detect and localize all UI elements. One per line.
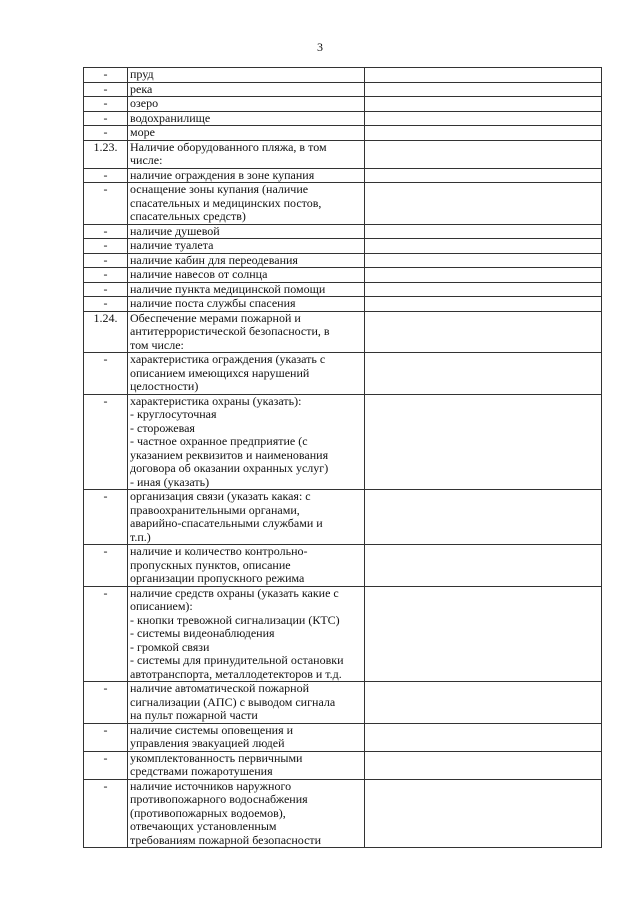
table-row [84,111,602,126]
table-row [84,97,602,112]
row-number: - [84,97,128,112]
page-number: 3 [317,40,323,54]
row-description: характеристика ограждения (указать с описанием имеющихся нарушений целостности) [128,353,365,395]
table-row [84,268,602,283]
row-value-cell[interactable] [365,183,602,225]
row-description: водохранилище [128,111,365,126]
row-number: - [84,751,128,779]
row-value-cell[interactable] [365,311,602,353]
row-number: 1.24. [84,311,128,353]
row-number: - [84,586,128,682]
row-number: - [84,82,128,97]
row-number: - [84,545,128,587]
row-number: - [84,268,128,283]
row-value-cell[interactable] [365,140,602,168]
row-number: - [84,353,128,395]
table-row [84,586,602,682]
row-description: наличие автоматической пожарной сигнализации (АПС) с выводом сигнала на пульт пожарной части [128,682,365,724]
table-row [84,353,602,395]
row-value-cell[interactable] [365,253,602,268]
table-row [84,239,602,254]
row-number: - [84,282,128,297]
row-value-cell[interactable] [365,168,602,183]
row-description: наличие душевой [128,224,365,239]
row-value-cell[interactable] [365,779,602,848]
row-number: - [84,253,128,268]
row-value-cell[interactable] [365,68,602,83]
row-value-cell[interactable] [365,111,602,126]
row-number: - [84,490,128,545]
table-row [84,779,602,848]
row-value-cell[interactable] [365,586,602,682]
row-number: 1.23. [84,140,128,168]
row-description: наличие системы оповещения и управления эвакуацией людей [128,723,365,751]
row-description: озеро [128,97,365,112]
table-row [84,282,602,297]
table-row [84,126,602,141]
row-description: Наличие оборудованного пляжа, в том числе: [128,140,365,168]
row-number: - [84,111,128,126]
row-description: наличие источников наружного противопожарного водоснабжения (противопожарных водоемов), отвечающих установленным требованиям пожарной безопасности [128,779,365,848]
row-value-cell[interactable] [365,751,602,779]
table-row [84,224,602,239]
table-row [84,490,602,545]
row-number: - [84,68,128,83]
table-row [84,253,602,268]
row-description: оснащение зоны купания (наличие спасательных и медицинских постов, спасательных средств) [128,183,365,225]
row-value-cell[interactable] [365,545,602,587]
table-row [84,394,602,490]
row-description: наличие ограждения в зоне купания [128,168,365,183]
row-description: пруд [128,68,365,83]
row-description: наличие и количество контрольно- пропускных пунктов, описание организации пропускного режима [128,545,365,587]
table-row [84,168,602,183]
row-number: - [84,682,128,724]
table-row [84,682,602,724]
row-number: - [84,126,128,141]
row-description: море [128,126,365,141]
row-description: наличие кабин для переодевания [128,253,365,268]
row-value-cell[interactable] [365,682,602,724]
table-row [84,723,602,751]
row-description: река [128,82,365,97]
table-row [84,545,602,587]
table-row [84,297,602,312]
row-number: - [84,183,128,225]
row-description: наличие навесов от солнца [128,268,365,283]
row-number: - [84,168,128,183]
row-description: наличие туалета [128,239,365,254]
row-value-cell[interactable] [365,82,602,97]
row-description: Обеспечение мерами пожарной и антитеррористической безопасности, в том числе: [128,311,365,353]
table-row [84,183,602,225]
table-row [84,82,602,97]
row-value-cell[interactable] [365,239,602,254]
row-number: - [84,297,128,312]
row-value-cell[interactable] [365,490,602,545]
row-number: - [84,779,128,848]
row-value-cell[interactable] [365,282,602,297]
form-table [83,67,602,848]
table-row [84,140,602,168]
table-row [84,311,602,353]
row-number: - [84,239,128,254]
row-value-cell[interactable] [365,97,602,112]
row-value-cell[interactable] [365,268,602,283]
table-body [84,68,602,848]
row-description: наличие пункта медицинской помощи [128,282,365,297]
row-description: организация связи (указать какая: с правоохранительными органами, аварийно-спасательными службами и т.п.) [128,490,365,545]
row-value-cell[interactable] [365,224,602,239]
row-description: характеристика охраны (указать): - круглосуточная - сторожевая - частное охранное предприятие (с указанием реквизитов и наименования договора об оказании охранных услуг) - иная (указать) [128,394,365,490]
row-number: - [84,723,128,751]
row-value-cell[interactable] [365,353,602,395]
row-value-cell[interactable] [365,297,602,312]
row-description: наличие поста службы спасения [128,297,365,312]
row-number: - [84,224,128,239]
row-description: наличие средств охраны (указать какие с описанием): - кнопки тревожной сигнализации (КТС) - системы видеонаблюдения - громкой связи - системы для принудительной остановки автотранспорта, металлодетекторов и т.д. [128,586,365,682]
row-description: укомплектованность первичными средствами пожаротушения [128,751,365,779]
row-value-cell[interactable] [365,126,602,141]
table-row [84,68,602,83]
table-row [84,751,602,779]
row-value-cell[interactable] [365,394,602,490]
row-value-cell[interactable] [365,723,602,751]
row-number: - [84,394,128,490]
